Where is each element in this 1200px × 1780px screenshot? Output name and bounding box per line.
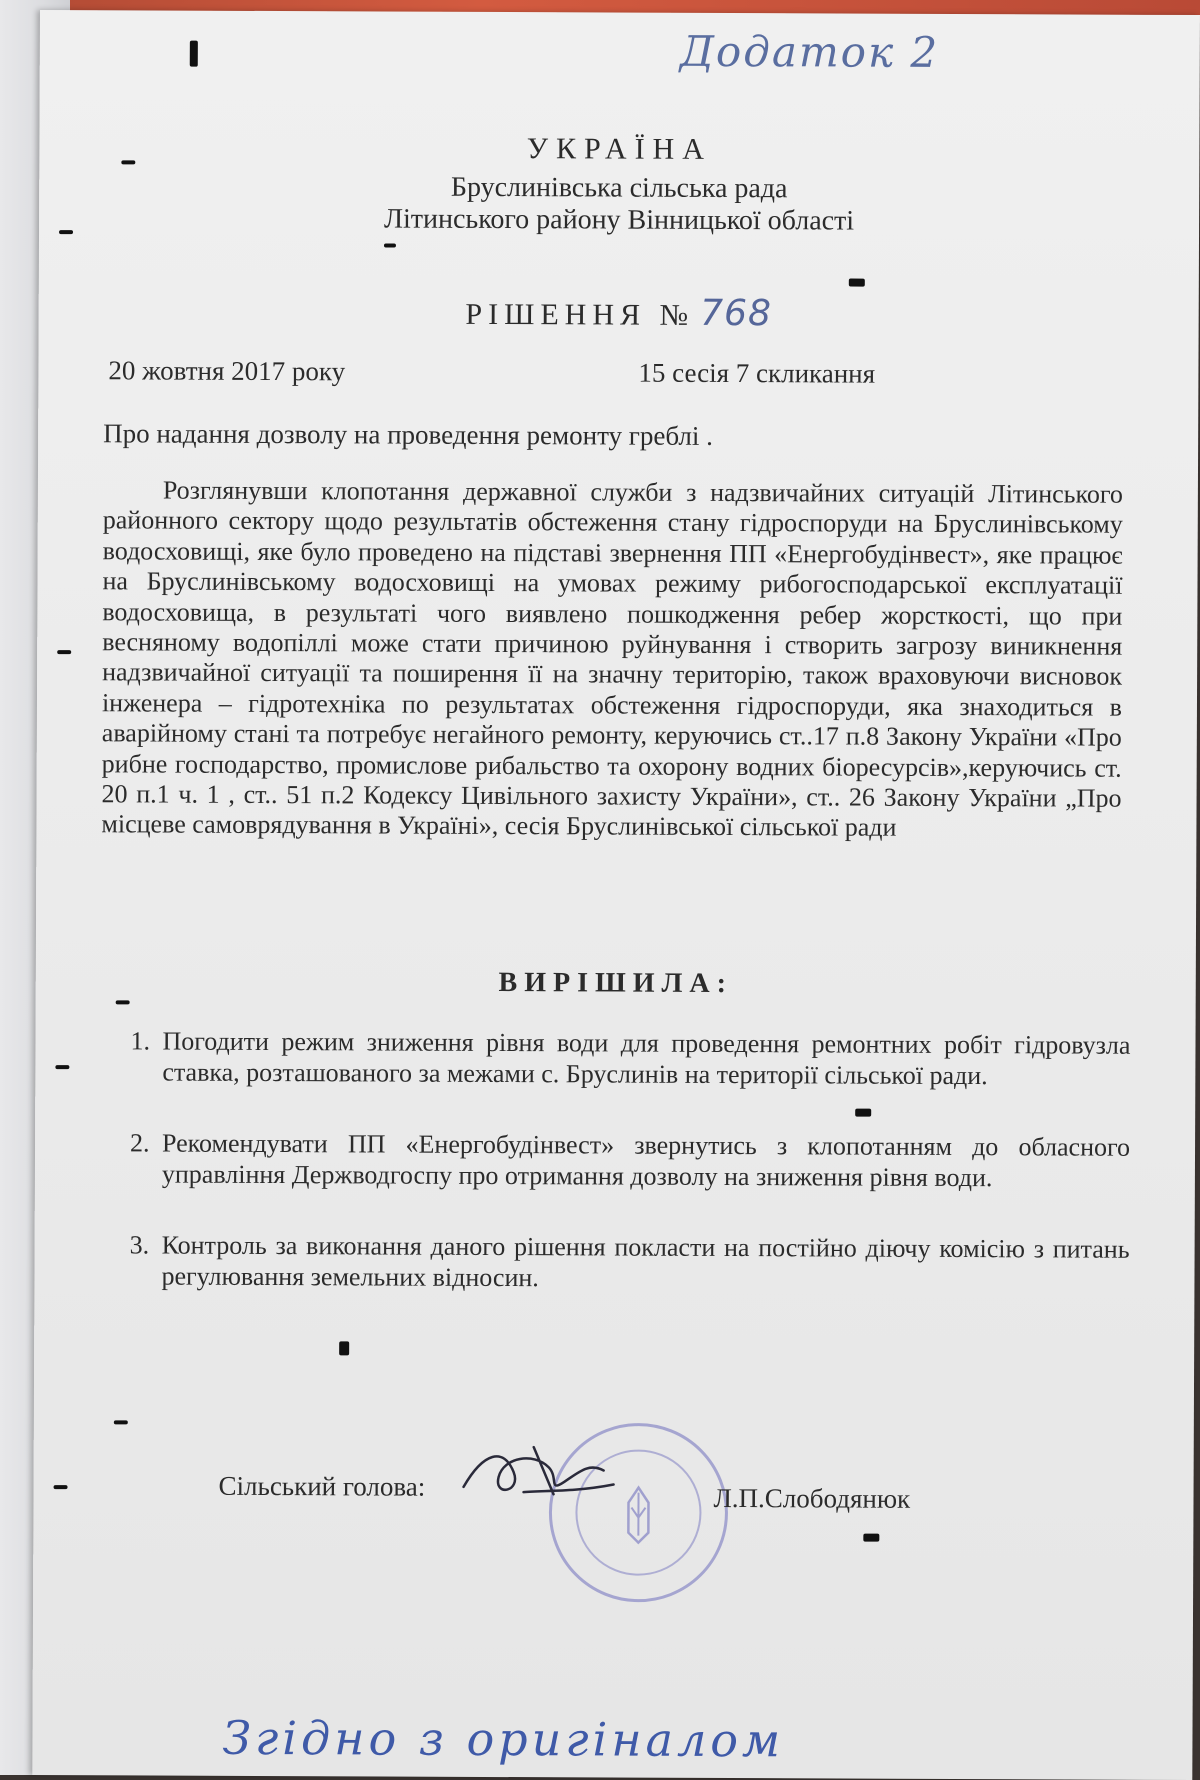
handwritten-signature [453,1432,623,1513]
handwritten-annex-note: Додаток 2 [679,26,940,77]
item-number: 1. [130,1026,151,1056]
scan-artifact [114,1420,128,1424]
scan-artifact [57,650,71,654]
signatory-name: Л.П.Слободянюк [713,1482,911,1514]
scan-artifact [849,279,865,287]
decision-date: 20 жовтня 2017 року [108,355,346,387]
item-number: 3. [129,1230,150,1260]
scan-artifact [855,1109,871,1117]
scan-artifact [190,41,198,67]
session-info: 15 сесія 7 скликання [638,357,876,389]
item-text: Погодити режим зниження рівня води для проведення ремонтних робіт гідровузла ставка, розташованого за межами с. Бруслинів на території сільської ради. [162,1026,1131,1091]
scan-artifact [54,1485,68,1489]
scan-artifact [55,1065,69,1069]
resolution-item [130,1127,1130,1193]
scan-artifact [339,1341,349,1355]
item-text: Контроль за виконання даного рішення покласти на постійно діючу комісію з питань регулювання земельних відносин. [161,1230,1130,1293]
handwritten-certification: Згідно з оригіналом [222,1710,785,1768]
header-country: УКРАЇНА [526,132,713,166]
decision-number: 768 [700,292,772,335]
scan-artifact [116,1000,130,1004]
decision-title-line [39,290,1199,336]
decision-subject: Про надання дозволу на проведення ремонту греблі . [103,418,713,451]
scan-artifact [121,160,135,164]
decision-title: РІШЕННЯ № [465,297,695,332]
preamble-paragraph: Розглянувши клопотання державної служби з надзвичайних ситуацій Літинського районного сектору щодо результатів обстеження стану гідроспоруди на Бруслинівському водосховищі, яке було проведено на підставі звернення ПП «Енергобудінвест», яке працює на Бруслинівському водосховищі на умовах режиму рибогосподарської експлуатації водосховища, в результаті чого виявлено пошкодження ребер жорсткості, що при весняному водопіллі може стати причиною руйнування і створить загрозу виникнення надзвичайної ситуації та поширення її на значну територію, також враховуючи висновок інженера – гідротехніка по результатах обстеження гідроспоруди, яка знаходиться в аварійному стані та потребує негайного ремонту, керуючись ст..17 п.8 Закону України «Про рибне господарство, промислове рибальство та охорону водних біоресурсів»,керуючись ст. 20 п.1 ч. 1 , ст.. 51 п.2 Кодексу Цивільного захисту України», ст.. 26 Закону України „Про місцеве самоврядування в Україні», сесія Бруслинівської сільської ради [101,475,1123,843]
scan-artifact [863,1534,879,1542]
resolved-heading: ВИРІШИЛА: [498,967,734,1000]
header-district: Літинського району Вінницької області [383,203,855,237]
resolution-items [129,1025,1130,1295]
signature-label: Сільський голова: [218,1470,426,1502]
scan-artifact [59,230,73,234]
resolution-item [129,1229,1129,1295]
item-number: 2. [129,1128,150,1158]
resolution-item [130,1025,1130,1091]
header-council: Бруслинівська сільська рада [450,171,788,205]
document-page [32,10,1200,1780]
item-text: Рекомендувати ПП «Енергобудінвест» звернутись з клопотанням до обласного управління Держводгоспу про отримання дозволу на зниження рівня води. [161,1128,1131,1193]
scan-artifact [384,244,396,248]
